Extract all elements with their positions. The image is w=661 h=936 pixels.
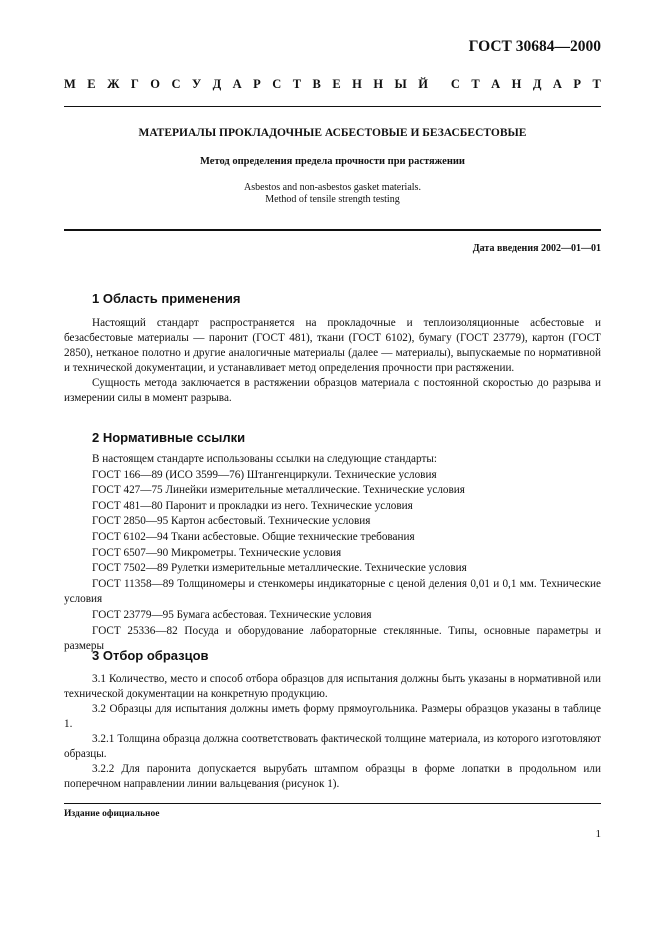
interstate-letter: А (232, 77, 242, 91)
clause-3-2-2: 3.2.2 Для паронита допускается вырубать штампом образцы в форме лопатки в продольном или поперечном направлении линии вальцевания (рисунок 1). (64, 763, 601, 790)
page-number: 1 (595, 828, 601, 840)
reference-item: ГОСТ 166—89 (ИСО 3599—76) Штангенциркули. Технические условия (92, 468, 437, 481)
section-2-heading: 2 Нормативные ссылки (92, 430, 246, 445)
interstate-letter: Е (332, 77, 341, 91)
section-3-heading: 3 Отбор образцов (92, 648, 209, 663)
interstate-letter: Н (352, 77, 362, 91)
reference-item: ГОСТ 427—75 Линейки измерительные металлические. Технические условия (92, 484, 465, 497)
interstate-standard-banner (64, 77, 601, 92)
section-1-body (64, 316, 601, 406)
interstate-letter: У (191, 77, 202, 91)
reference-item: ГОСТ 11358—89 Толщиномеры и стенкомеры индикаторные с ценой деления 0,01 и 0,1 мм. Технические условия (64, 577, 601, 606)
standard-number: ГОСТ 30684—2000 (468, 38, 601, 55)
section-1-heading: 1 Область применения (92, 291, 241, 306)
footer-divider (64, 803, 601, 804)
document-subtitle: Метод определения предела прочности при растяжении (200, 156, 465, 167)
interstate-letter: Р (573, 77, 582, 91)
interstate-letter: В (312, 77, 321, 91)
english-title (64, 182, 601, 206)
interstate-letter: О (150, 77, 161, 91)
section-2-body (64, 452, 601, 655)
interstate-letter: Ж (107, 77, 120, 91)
reference-item: ГОСТ 481—80 Паронит и прокладки из него. Технические условия (92, 499, 413, 512)
clause-3-2-1: 3.2.1 Толщина образца должна соответствовать фактической толщине материала, из которого изготовляют образцы. (64, 733, 601, 760)
interstate-letter: С (450, 77, 460, 91)
reference-item: ГОСТ 6102—94 Ткани асбестовые. Общие технические требования (92, 530, 415, 543)
interstate-letter: Т (471, 77, 480, 91)
interstate-letter: А (491, 77, 501, 91)
interstate-letter: А (552, 77, 562, 91)
section-1-paragraph-1: Настоящий стандарт распространяется на прокладочные и теплоизоляционные асбестовые и безасбестовые материалы — паронит (ГОСТ 481), ткани (ГОСТ 6102), бумагу (ГОСТ 23779), картон (ГОСТ 2850), нетканое полотно и другие аналогичные материалы (далее — материалы), выпускаемые по нормативной и технической документации, и устанавливает метод определения прочности при растяжении. (64, 317, 601, 374)
interstate-letter: М (64, 77, 76, 91)
reference-item: ГОСТ 25336—82 Посуда и оборудование лабораторные стеклянные. Типы, основные параметры и размеры (64, 624, 601, 653)
interstate-letter: С (171, 77, 181, 91)
interstate-letter: Й (418, 77, 428, 91)
reference-item: ГОСТ 2850—95 Картон асбестовый. Технические условия (92, 515, 371, 528)
clause-3-2: 3.2 Образцы для испытания должны иметь форму прямоугольника. Размеры образцов указаны в таблице 1. (64, 703, 601, 730)
english-title-line-1: Asbestos and non-asbestos gasket materials. (244, 182, 421, 193)
clause-3-1: 3.1 Количество, место и способ отбора образцов для испытания должны быть указаны в нормативной или технической документации на конкретную продукцию. (64, 673, 601, 700)
interstate-letter: С (272, 77, 282, 91)
interstate-letter: Г (130, 77, 139, 91)
official-edition-label: Издание официальное (64, 809, 160, 819)
interstate-letter: Д (212, 77, 222, 91)
english-title-line-2: Method of tensile strength testing (265, 194, 400, 205)
interstate-letter: Н (373, 77, 384, 91)
title-divider (64, 229, 601, 231)
interstate-letter: Т (292, 77, 302, 91)
interstate-letter: Н (511, 77, 522, 91)
reference-item: ГОСТ 7502—89 Рулетки измерительные металлические. Технические условия (92, 562, 467, 575)
interstate-letter: Д (532, 77, 542, 91)
reference-item: ГОСТ 23779—95 Бумага асбестовая. Технические условия (92, 608, 372, 621)
section-3-body (64, 672, 601, 792)
references-intro: В настоящем стандарте использованы ссылки на следующие стандарты: (92, 453, 437, 465)
header-divider (64, 106, 601, 107)
interstate-letter: Ы (394, 77, 407, 91)
interstate-letter: Р (253, 77, 261, 91)
document-title: МАТЕРИАЛЫ ПРОКЛАДОЧНЫЕ АСБЕСТОВЫЕ И БЕЗАСБЕСТОВЫЕ (138, 127, 527, 139)
reference-item: ГОСТ 6507—90 Микрометры. Технические условия (92, 546, 342, 559)
interstate-letter: Т (592, 77, 601, 91)
introduction-date: Дата введения 2002—01—01 (472, 243, 601, 254)
section-1-paragraph-2: Сущность метода заключается в растяжении образцов материала с постоянной скоростью до разрыва и измерении силы в момент разрыва. (64, 377, 601, 404)
interstate-letter: Е (87, 77, 96, 91)
